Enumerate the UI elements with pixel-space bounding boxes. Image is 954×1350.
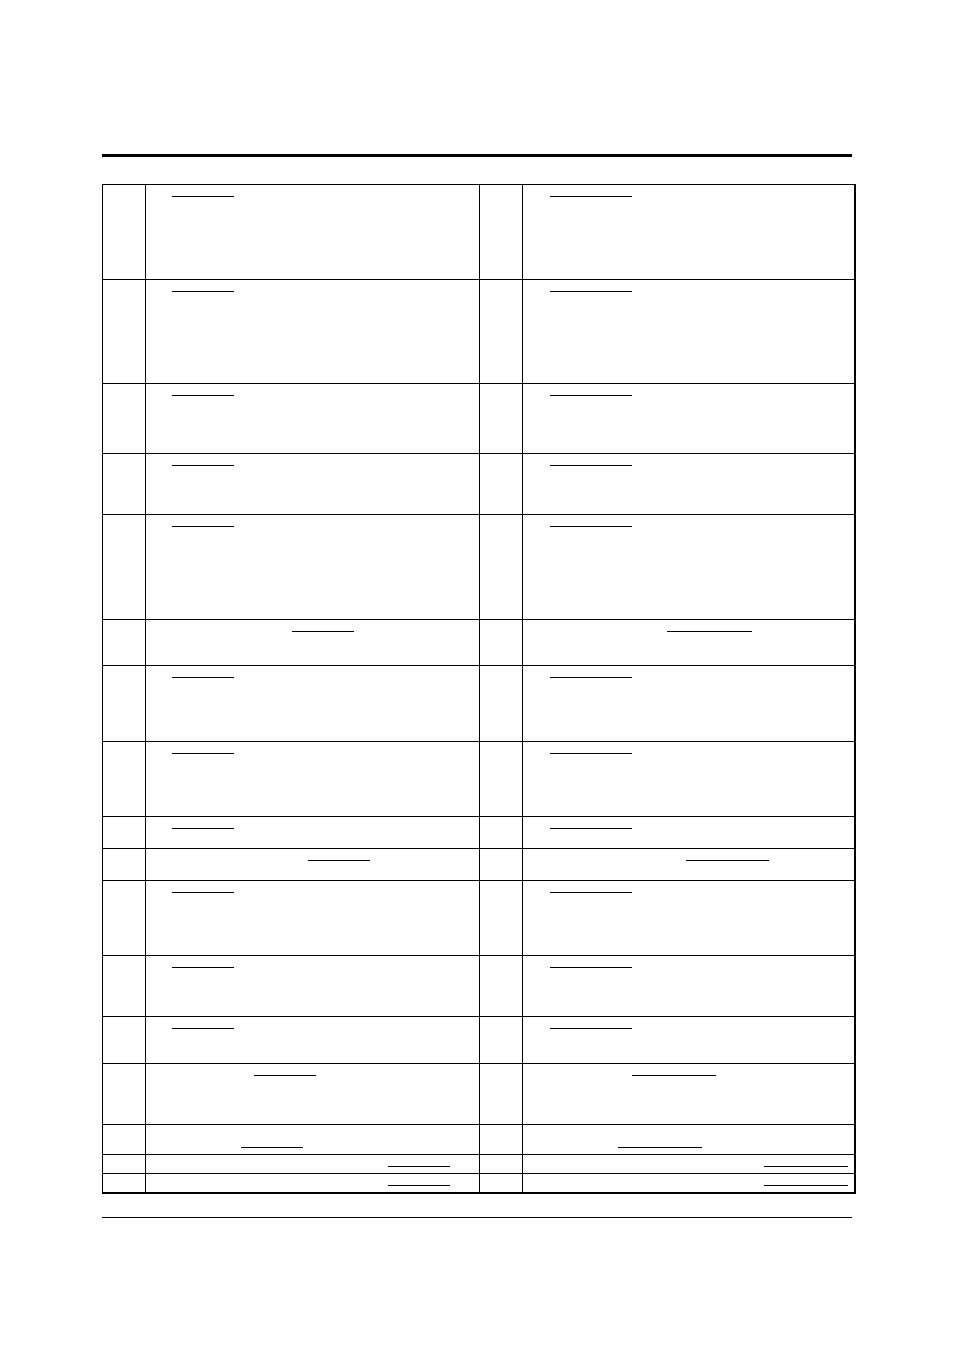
- blank-line-left-row-6[interactable]: [292, 631, 354, 632]
- blank-line-right-row-16[interactable]: [764, 1166, 848, 1167]
- content-cell-right-row-14: [522, 1063, 856, 1124]
- content-cell-right-row-15: [522, 1124, 856, 1154]
- blank-line-right-row-3[interactable]: [550, 395, 632, 396]
- blank-line-left-row-4[interactable]: [172, 465, 234, 466]
- number-cell-left-row-10: [102, 848, 145, 880]
- number-cell-left-row-13: [102, 1016, 145, 1063]
- number-cell-right-row-17: [479, 1173, 522, 1194]
- content-cell-right-row-4: [522, 453, 856, 514]
- blank-line-left-row-10[interactable]: [308, 860, 370, 861]
- number-cell-left-row-12: [102, 955, 145, 1016]
- number-cell-right-row-9: [479, 816, 522, 848]
- content-cell-left-row-5: [145, 514, 479, 619]
- number-cell-right-row-13: [479, 1016, 522, 1063]
- content-cell-left-row-14: [145, 1063, 479, 1124]
- number-cell-right-row-8: [479, 741, 522, 816]
- blank-line-right-row-8[interactable]: [550, 753, 632, 754]
- content-cell-right-row-17: [522, 1173, 856, 1194]
- blank-line-left-row-16[interactable]: [388, 1166, 450, 1167]
- number-cell-right-row-14: [479, 1063, 522, 1124]
- number-cell-right-row-10: [479, 848, 522, 880]
- number-cell-left-row-16: [102, 1154, 145, 1173]
- content-cell-left-row-15: [145, 1124, 479, 1154]
- content-cell-left-row-12: [145, 955, 479, 1016]
- blank-line-left-row-15[interactable]: [241, 1147, 303, 1148]
- number-cell-right-row-7: [479, 665, 522, 741]
- blank-line-right-row-1[interactable]: [550, 196, 632, 197]
- number-cell-right-row-1: [479, 184, 522, 279]
- number-cell-left-row-5: [102, 514, 145, 619]
- content-cell-left-row-6: [145, 619, 479, 665]
- content-cell-left-row-17: [145, 1173, 479, 1194]
- blank-line-right-row-7[interactable]: [550, 677, 632, 678]
- content-cell-right-row-1: [522, 184, 856, 279]
- blank-line-right-row-4[interactable]: [550, 465, 632, 466]
- table-right-border: [854, 184, 856, 1194]
- blank-line-right-row-9[interactable]: [550, 828, 632, 829]
- number-cell-left-row-1: [102, 184, 145, 279]
- content-cell-left-row-13: [145, 1016, 479, 1063]
- blank-line-right-row-5[interactable]: [550, 526, 632, 527]
- number-cell-right-row-15: [479, 1124, 522, 1154]
- content-cell-right-row-5: [522, 514, 856, 619]
- content-cell-left-row-3: [145, 383, 479, 453]
- content-cell-left-row-2: [145, 279, 479, 383]
- content-cell-right-row-13: [522, 1016, 856, 1063]
- content-cell-right-row-9: [522, 816, 856, 848]
- blank-line-left-row-17[interactable]: [388, 1185, 450, 1186]
- content-cell-right-row-2: [522, 279, 856, 383]
- content-cell-left-row-1: [145, 184, 479, 279]
- blank-line-right-row-6[interactable]: [667, 631, 752, 632]
- blank-line-right-row-11[interactable]: [550, 892, 632, 893]
- content-cell-right-row-3: [522, 383, 856, 453]
- number-cell-right-row-4: [479, 453, 522, 514]
- footer-rule: [102, 1217, 852, 1218]
- number-cell-right-row-2: [479, 279, 522, 383]
- number-cell-left-row-9: [102, 816, 145, 848]
- number-cell-left-row-17: [102, 1173, 145, 1194]
- blank-line-left-row-14[interactable]: [254, 1075, 316, 1076]
- blank-line-left-row-11[interactable]: [172, 892, 234, 893]
- blank-line-right-row-15[interactable]: [618, 1147, 702, 1148]
- number-cell-left-row-14: [102, 1063, 145, 1124]
- content-cell-right-row-6: [522, 619, 856, 665]
- number-cell-left-row-2: [102, 279, 145, 383]
- content-cell-right-row-10: [522, 848, 856, 880]
- blank-line-right-row-2[interactable]: [550, 291, 632, 292]
- content-cell-left-row-16: [145, 1154, 479, 1173]
- number-cell-right-row-6: [479, 619, 522, 665]
- blank-line-left-row-7[interactable]: [172, 677, 234, 678]
- number-cell-right-row-11: [479, 880, 522, 955]
- content-cell-left-row-9: [145, 816, 479, 848]
- number-cell-left-row-6: [102, 619, 145, 665]
- blank-line-left-row-8[interactable]: [172, 753, 234, 754]
- blank-line-left-row-3[interactable]: [172, 395, 234, 396]
- blank-line-right-row-14[interactable]: [632, 1075, 716, 1076]
- number-cell-left-row-7: [102, 665, 145, 741]
- content-cell-left-row-10: [145, 848, 479, 880]
- number-cell-right-row-12: [479, 955, 522, 1016]
- number-cell-left-row-11: [102, 880, 145, 955]
- content-cell-right-row-12: [522, 955, 856, 1016]
- table-bottom-border: [102, 1192, 856, 1194]
- blank-line-left-row-1[interactable]: [172, 196, 234, 197]
- blank-line-right-row-10[interactable]: [686, 860, 769, 861]
- number-cell-left-row-8: [102, 741, 145, 816]
- content-cell-right-row-16: [522, 1154, 856, 1173]
- blank-form-table: [102, 184, 856, 1194]
- number-cell-left-row-3: [102, 383, 145, 453]
- blank-line-right-row-17[interactable]: [764, 1185, 848, 1186]
- header-rule: [102, 154, 852, 157]
- blank-line-right-row-12[interactable]: [550, 967, 632, 968]
- blank-line-right-row-13[interactable]: [550, 1028, 632, 1029]
- number-cell-right-row-3: [479, 383, 522, 453]
- number-cell-left-row-15: [102, 1124, 145, 1154]
- blank-line-left-row-12[interactable]: [172, 967, 234, 968]
- blank-line-left-row-9[interactable]: [172, 828, 234, 829]
- number-cell-right-row-5: [479, 514, 522, 619]
- blank-line-left-row-5[interactable]: [172, 526, 234, 527]
- content-cell-left-row-4: [145, 453, 479, 514]
- blank-line-left-row-13[interactable]: [172, 1028, 234, 1029]
- number-cell-left-row-4: [102, 453, 145, 514]
- number-cell-right-row-16: [479, 1154, 522, 1173]
- blank-line-left-row-2[interactable]: [172, 291, 234, 292]
